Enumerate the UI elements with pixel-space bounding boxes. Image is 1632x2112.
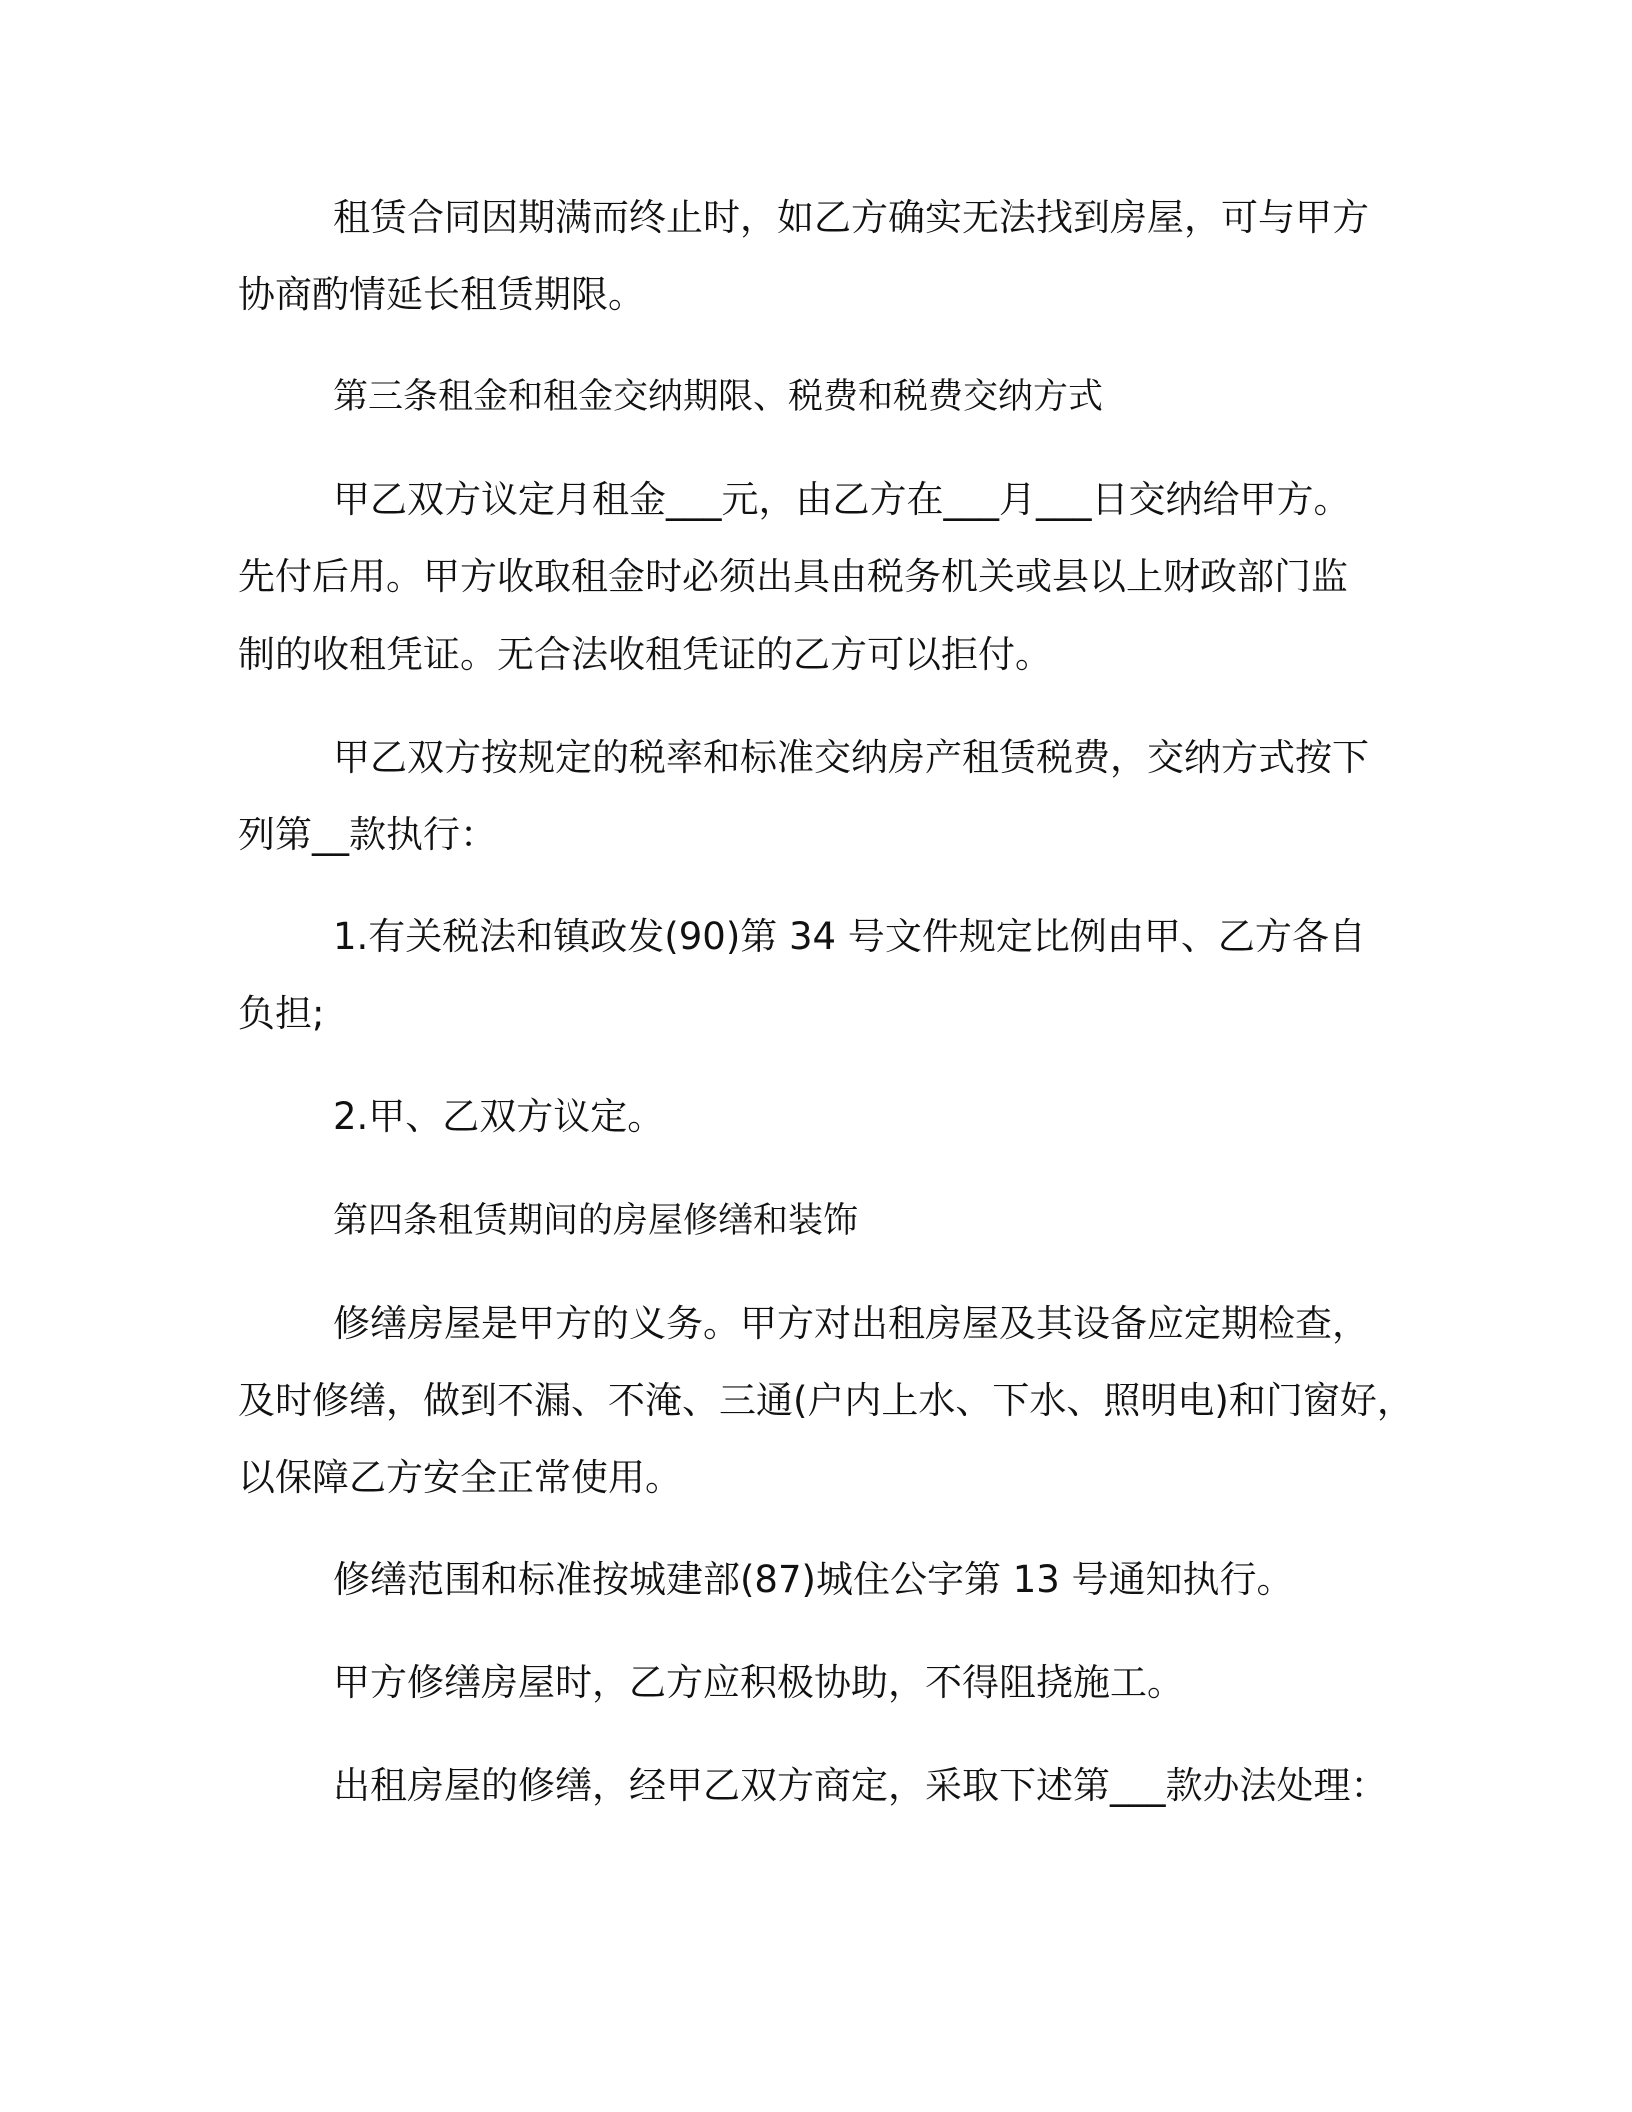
section-heading-article-4: 第四条租赁期间的房屋修缮和装饰	[333, 1201, 859, 1241]
paragraph-11: 出租房屋的修缮，经甲乙双方商定，采取下述第___款办法处理：	[333, 1764, 1388, 1807]
paragraph-10: 甲方修缮房屋时，乙方应积极协助，不得阻挠施工。	[333, 1661, 1184, 1704]
section-heading-article-3: 第三条租金和租金交纳期限、税费和税费交纳方式	[333, 377, 1104, 417]
paragraph-4-line-2: 列第__款执行：	[238, 813, 497, 856]
paragraph-1-line-1: 租赁合同因期满而终止时，如乙方确实无法找到房屋，可与甲方	[333, 196, 1369, 239]
paragraph-4-line-1: 甲乙双方按规定的税率和标准交纳房产租赁税费，交纳方式按下	[333, 736, 1369, 779]
list-item-1-line-2: 负担;	[238, 992, 325, 1035]
paragraph-8-line-1: 修缮房屋是甲方的义务。甲方对出租房屋及其设备应定期检查，	[333, 1302, 1369, 1345]
list-item-2: 2.甲、乙双方议定。	[333, 1095, 665, 1138]
paragraph-3-line-1: 甲乙双方议定月租金___元，由乙方在___月___日交纳给甲方。	[333, 478, 1351, 521]
paragraph-3-line-2: 先付后用。甲方收取租金时必须出具由税务机关或县以上财政部门监	[238, 555, 1348, 598]
paragraph-8-line-3: 以保障乙方安全正常使用。	[238, 1456, 682, 1499]
paragraph-1-line-2: 协商酌情延长租赁期限。	[238, 273, 645, 316]
paragraph-9: 修缮范围和标准按城建部(87)城住公字第 13 号通知执行。	[333, 1558, 1294, 1601]
list-item-1-line-1: 1.有关税法和镇政发(90)第 34 号文件规定比例由甲、乙方各自	[333, 915, 1366, 958]
paragraph-8-line-2: 及时修缮，做到不漏、不淹、三通(户内上水、下水、照明电)和门窗好，	[238, 1379, 1414, 1422]
paragraph-3-line-3: 制的收租凭证。无合法收租凭证的乙方可以拒付。	[238, 633, 1052, 676]
